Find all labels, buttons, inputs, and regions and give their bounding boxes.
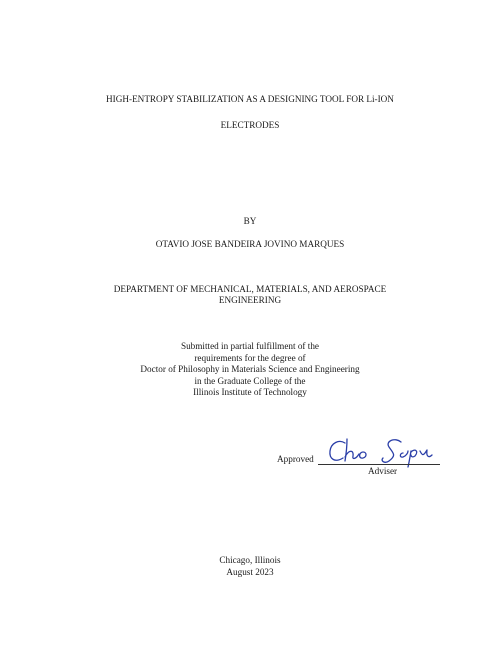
approval-block (277, 448, 447, 478)
submission-date: August 2023 (226, 567, 274, 577)
submission-statement (0, 341, 500, 399)
approved-label: Approved (277, 454, 314, 464)
thesis-title-line-1: HIGH-ENTROPY STABILIZATION AS A DESIGNING TOOL FOR Li-ION (106, 94, 394, 104)
adviser-label: Adviser (368, 466, 398, 476)
submission-line-4: in the Graduate College of the (194, 375, 306, 386)
department-line-1: DEPARTMENT OF MECHANICAL, MATERIALS, AND AEROSPACE (113, 284, 387, 294)
submission-line-2: requirements for the degree of (194, 352, 306, 363)
submission-line-3: Doctor of Philosophy in Materials Science and Engineering (140, 364, 360, 375)
submission-line-1: Submitted in partial fulfillment of the (180, 341, 320, 351)
author-name: OTAVIO JOSE BANDEIRA JOVINO MARQUES (155, 239, 345, 249)
department-line-2: ENGINEERING (218, 295, 282, 305)
signature-line (318, 464, 440, 465)
by-label: BY (243, 216, 257, 226)
submission-line-5: Illinois Institute of Technology (193, 387, 307, 398)
thesis-title-line-2: ELECTRODES (220, 120, 280, 130)
location-city: Chicago, Illinois (219, 555, 281, 565)
